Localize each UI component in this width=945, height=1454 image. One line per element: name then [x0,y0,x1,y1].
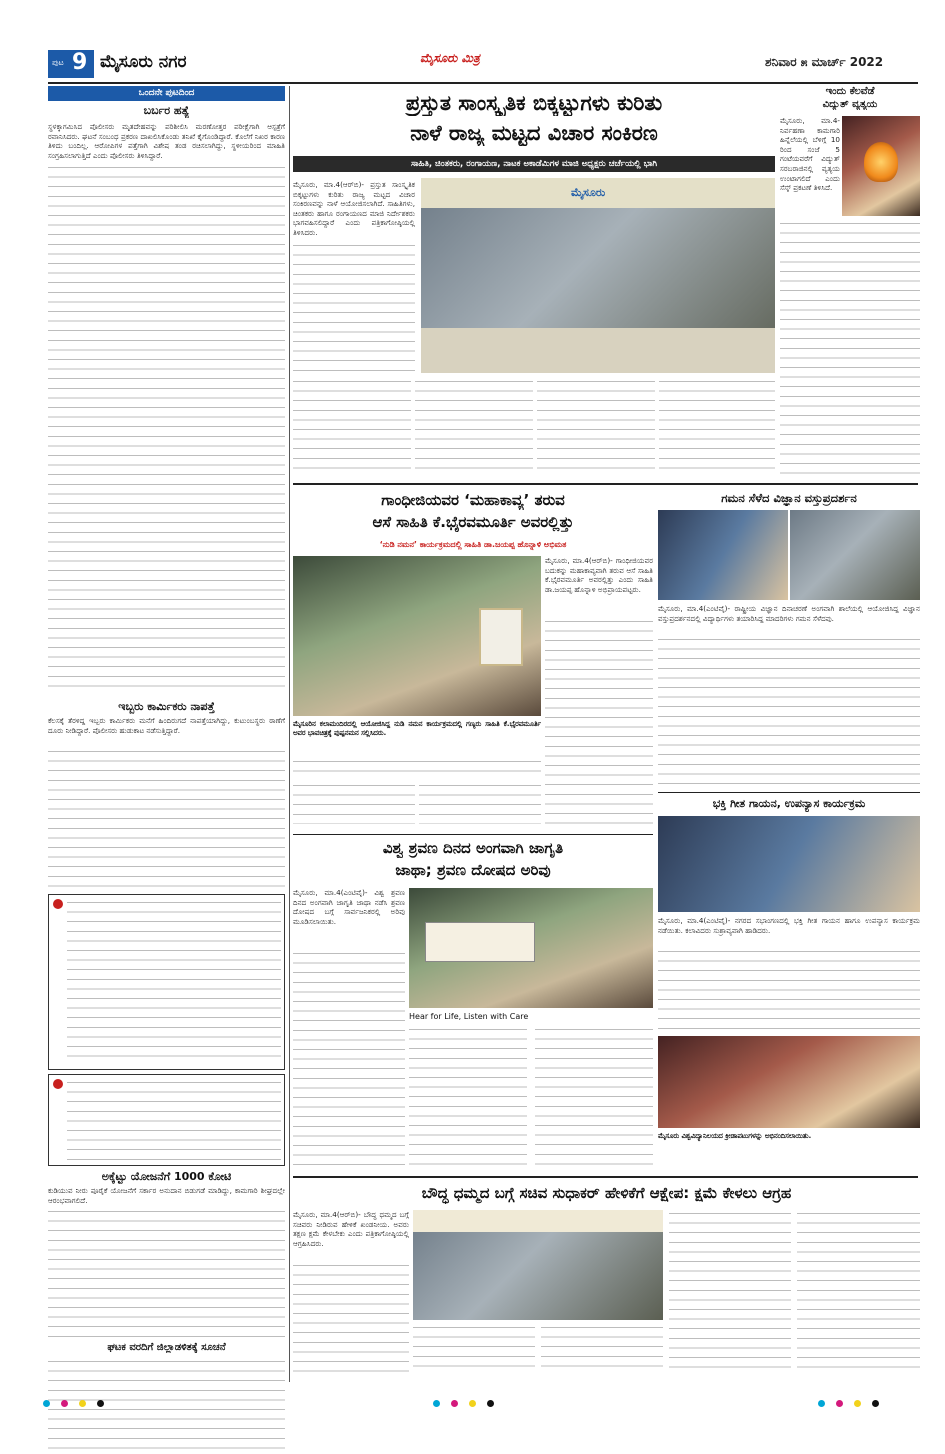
bhakti-body-continuation [658,948,920,1030]
lead-story [293,86,775,481]
brief-box-2 [48,1074,285,1166]
column-divider-left [289,86,290,1382]
gandhi-body-continuation [545,618,653,824]
story1-body: ಸ್ಥಳಕ್ಕಾಗಮಿಸಿದ ಪೊಲೀಸರು ಮೃತದೇಹವನ್ನು ಪರಿಶೀಲಿಸಿ ಮರಣೋತ್ತರ ಪರೀಕ್ಷೆಗಾಗಿ ಆಸ್ಪತ್ರೆಗೆ ರವಾನಿಸಿದರು. ಘಟನೆ ಸಂಬಂಧ ಪ್ರಕರಣ ದಾಖಲಿಸಿಕೊಂಡು ತನಿಖೆ ಕೈಗೊಂಡಿದ್ದಾರೆ. ಕೊಲೆಗೆ ನಿಖರ ಕಾರಣ ತಿಳಿದು ಬಂದಿಲ್ಲ. ಆರೋಪಿಗಳ ಪತ್ತೆಗಾಗಿ ವಿಶೇಷ ತಂಡ ರಚಿಸಲಾಗಿದ್ದು, ಸ್ಥಳೀಯರಿಂದ ಮಾಹಿತಿ ಸಂಗ್ರಹಿಸಲಾಗುತ್ತಿದೆ ಎಂದು ಪೊಲೀಸರು ತಿಳಿಸಿದ್ದಾರೆ. [48,122,285,160]
page-number: 9 [72,50,88,75]
science-photo-1 [658,510,788,600]
brief-text-2 [67,1079,281,1161]
gandhi-body: ಮೈಸೂರು, ಮಾ.4(ಆರ್‌ಬಿ)- ಗಾಂಧೀಜಿಯವರ ಬದುಕನ್ನು ಮಹಾಕಾವ್ಯವಾಗಿ ತರುವ ಆಸೆ ಸಾಹಿತಿ ಕೆ.ಭೈರವಮೂರ್ತಿ ಅವರಲ್ಲಿತ್ತು ಎಂದು ಸಾಹಿತಿ ಡಾ.ಜಯಪ್ಪ ಹೊನ್ನಾಳಿ ಅಭಿಪ್ರಾಯಪಟ್ಟರು. [545,556,653,594]
lead-subhead: ಸಾಹಿತಿ, ಚಿಂತಕರು, ರಂಗಾಯಣ, ನಾಟಕ ಅಕಾಡೆಮಿಗಳ ಮಾಜಿ ಅಧ್ಯಕ್ಷರು ಚರ್ಚೆಯಲ್ಲಿ ಭಾಗಿ [293,156,775,172]
science-story [658,488,920,788]
section-name: ಮೈಸೂರು ನಗರ [100,52,187,72]
bhakti-headline: ಭಕ್ತಿ ಗೀತ ಗಾಯನ, ಉಪನ್ಯಾಸ ಕಾರ್ಯಕ್ರಮ [712,797,866,810]
buddha-col-4 [669,1210,791,1374]
page-number-badge [48,50,94,78]
yellow-dot [469,1400,476,1407]
buddha-col-3 [541,1324,663,1374]
gandhi-photo [293,556,541,716]
power-cut-title-1: ಇಂದು ಕೆಲವೆಡೆ [825,86,875,97]
brief-text-1 [67,899,281,1065]
buddha-story [293,1180,920,1380]
buddha-photo [413,1210,663,1320]
hearing-rule [293,834,653,835]
buddha-body-continuation [293,1262,409,1374]
buddha-body: ಮೈಸೂರು, ಮಾ.4(ಆರ್‌ಬಿ)- ಬೌದ್ಧ ಧಮ್ಮದ ಬಗ್ಗೆ ಸಚಿವರು ನೀಡಿರುವ ಹೇಳಿಕೆ ಖಂಡನೀಯ. ಅವರು ತಕ್ಷಣ ಕ್ಷಮೆ ಕೇಳಬೇಕು ಎಂದು ಪತ್ರಿಕಾಗೋಷ್ಠಿಯಲ್ಲಿ ಆಗ್ರಹಿಸಿದರು. [293,1210,409,1248]
cyan-dot [818,1400,825,1407]
paper-logo: ಮೈಸೂರು ಮಿತ್ರ [420,51,480,65]
cyan-dot [43,1400,50,1407]
yellow-dot [854,1400,861,1407]
gandhi-portrait [479,608,523,666]
story3-body-continuation [48,1208,285,1338]
registration-marks-center [430,1392,550,1402]
gandhi-lower-col-2 [419,782,541,824]
science-photo-2 [790,510,920,600]
bhakti-rule [658,792,920,793]
hearing-headline-1: ವಿಶ್ವ ಶ್ರವಣ ದಿನದ ಅಂಗವಾಗಿ ಜಾಗೃತಿ [382,839,564,857]
bhakti-body: ಮೈಸೂರು, ಮಾ.4(ಎಂಟಿವೈ)- ನಗರದ ಸಭಾಂಗಣದಲ್ಲಿ ಭಕ್ತಿ ಗೀತ ಗಾಯನ ಹಾಗೂ ಉಪನ್ಯಾಸ ಕಾರ್ಯಕ್ರಮ ನಡೆಯಿತು. ಕಲಾವಿದರು ಸುಶ್ರಾವ್ಯವಾಗಿ ಹಾಡಿದರು. [658,916,920,935]
gandhi-story [293,488,653,828]
hearing-body: ಮೈಸೂರು, ಮಾ.4(ಎಂಟಿವೈ)- ವಿಶ್ವ ಶ್ರವಣ ದಿನದ ಅಂಗವಾಗಿ ಜಾಗೃತಿ ಜಾಥಾ ನಡೆಸಿ ಶ್ರವಣ ದೋಷದ ಬಗ್ಗೆ ಸಾರ್ವಜನಿಕರಲ್ಲಿ ಅರಿವು ಮೂಡಿಸಲಾಯಿತು. [293,888,405,926]
power-cut-continuation [780,220,920,476]
hearing-photo [409,888,653,1008]
continued-tag: ಒಂದನೇ ಪುಟದಿಂದ [48,86,285,101]
power-cut-title-2: ವಿದ್ಯುತ್ ವ್ಯತ್ಯಯ [822,99,878,110]
sports-photo [658,1036,920,1128]
section-rule-1 [293,483,918,485]
story4-title: ಘಟಕ ವರದಿಗೆ ಜಿಲ್ಲಾಡಳಿತಕ್ಕೆ ಸೂಚನೆ [107,1342,226,1353]
left-column [48,86,285,1386]
story3-body: ಕುಡಿಯುವ ನೀರು ಪೂರೈಕೆ ಯೋಜನೆಗೆ ಸರ್ಕಾರ ಅನುದಾನ ಬಿಡುಗಡೆ ಮಾಡಿದ್ದು, ಕಾಮಗಾರಿ ಶೀಘ್ರದಲ್ಲೇ ಆರಂಭವಾಗಲಿದೆ. [48,1186,285,1205]
gandhi-lower-col-1 [293,782,415,824]
bulb-photo [842,116,920,216]
lead-col-3 [537,378,655,476]
lead-photo-banner [421,178,775,208]
black-dot [872,1400,879,1407]
brief-bullet-2 [53,1079,63,1089]
section-rule-2 [293,1176,918,1178]
registration-marks-right [815,1392,925,1402]
hearing-body-continuation [293,950,405,1170]
story2-title: ಇಬ್ಬರು ಕಾರ್ಮಿಕರು ನಾಪತ್ತೆ [118,700,215,713]
lead-col-2 [415,378,533,476]
brief-bullet-1 [53,899,63,909]
masthead [30,46,918,82]
lead-banner-text: ಮೈಸೂರು [571,186,606,199]
buddha-col-2 [413,1324,535,1374]
story1-body-continuation [48,164,285,694]
science-body: ಮೈಸೂರು, ಮಾ.4(ಎಂಟಿವೈ)- ರಾಷ್ಟ್ರೀಯ ವಿಜ್ಞಾನ ದಿನಾಚರಣೆ ಅಂಗವಾಗಿ ಶಾಲೆಯಲ್ಲಿ ಆಯೋಜಿಸಿದ್ದ ವಿಜ್ಞಾನ ವಸ್ತುಪ್ರದರ್ಶನದಲ್ಲಿ ವಿದ್ಯಾರ್ಥಿಗಳು ತಯಾರಿಸಿದ್ದ ಮಾದರಿಗಳು ಗಮನ ಸೆಳೆದವು. [658,604,920,623]
gandhi-caption: ಮೈಸೂರಿನ ಕಲಾಮಂದಿರದಲ್ಲಿ ಆಯೋಜಿಸಿದ್ದ ನುಡಿ ನಮನ ಕಾರ್ಯಕ್ರಮದಲ್ಲಿ ಗಣ್ಯರು ಸಾಹಿತಿ ಕೆ.ಭೈರವಮೂರ್ತಿ ಅವರ ಭಾವಚಿತ್ರಕ್ಕೆ ಪುಷ್ಪನಮನ ಸಲ್ಲಿಸಿದರು. [293,720,541,737]
lead-col-1 [293,378,411,476]
lead-photo-table [421,328,775,373]
magenta-dot [451,1400,458,1407]
lead-intro: ಮೈಸೂರು, ಮಾ.4(ಆರ್‌ಬಿ)- ಪ್ರಸ್ತುತ ಸಾಂಸ್ಕೃತಿಕ ಬಿಕ್ಕಟ್ಟುಗಳು ಕುರಿತು ರಾಜ್ಯ ಮಟ್ಟದ ವಿಚಾರ ಸಂಕಿರಣವನ್ನು ನಾಳೆ ಆಯೋಜಿಸಲಾಗಿದೆ. ಸಾಹಿತಿಗಳು, ಚಿಂತಕರು ಹಾಗೂ ರಂಗಾಯಣದ ಮಾಜಿ ನಿರ್ದೇಶಕರು ಭಾಗವಹಿಸಲಿದ್ದಾರೆ ಎಂದು ಪತ್ರಿಕಾಗೋಷ್ಠಿಯಲ್ಲಿ ತಿಳಿಸಿದರು. [293,180,415,237]
lead-photo [421,178,775,373]
story2-body: ಕೆಲಸಕ್ಕೆ ತೆರಳಿದ್ದ ಇಬ್ಬರು ಕಾರ್ಮಿಕರು ಮನೆಗೆ ಹಿಂದಿರುಗದೆ ನಾಪತ್ತೆಯಾಗಿದ್ದು, ಕುಟುಂಬಸ್ಥರು ಠಾಣೆಗೆ ದೂರು ನೀಡಿದ್ದಾರೆ. ಪೊಲೀಸರು ಹುಡುಕಾಟ ನಡೆಸುತ್ತಿದ್ದಾರೆ. [48,716,285,735]
brief-box-1 [48,894,285,1070]
magenta-dot [836,1400,843,1407]
power-cut-story [780,86,920,481]
power-cut-body: ಮೈಸೂರು, ಮಾ.4- ನಿರ್ವಹಣಾ ಕಾಮಗಾರಿ ಹಿನ್ನೆಲೆಯಲ್ಲಿ ಬೆಳಿಗ್ಗೆ 10 ರಿಂದ ಸಂಜೆ 5 ಗಂಟೆಯವರೆಗೆ ವಿದ್ಯುತ್ ಸರಬರಾಜಿನಲ್ಲಿ ವ್ಯತ್ಯಯ ಉಂಟಾಗಲಿದೆ ಎಂದು ಸೆಸ್ಕ್ ಪ್ರಕಟಣೆ ತಿಳಿಸಿದೆ. [780,116,840,193]
lead-headline-2: ನಾಳೆ ರಾಜ್ಯ ಮಟ್ಟದ ವಿಚಾರ ಸಂಕಿರಣ [410,121,658,145]
bhakti-story [658,792,920,1174]
gandhi-headline-1: ಗಾಂಧೀಜಿಯವರ ‘ಮಹಾಕಾವ್ಯ’ ತರುವ [381,491,565,509]
lead-intro-continuation [293,242,415,372]
issue-date: ಶನಿವಾರ ೫ ಮಾರ್ಚ್ 2022 [765,55,884,69]
lead-headline-1: ಪ್ರಸ್ತುತ ಸಾಂಸ್ಕೃತಿಕ ಬಿಕ್ಕಟ್ಟುಗಳು ಕುರಿತು [405,91,663,115]
lead-col-4 [659,378,775,476]
hearing-col-2 [409,1026,527,1170]
sports-caption: ಮೈಸೂರು ವಿಶ್ವವಿದ್ಯಾನಿಲಯದ ಕ್ರೀಡಾಪಟುಗಳನ್ನು ಅಭಿನಂದಿಸಲಾಯಿತು. [658,1132,812,1140]
hearing-col-3 [535,1026,653,1170]
buddha-banner [413,1210,663,1232]
buddha-col-5 [797,1210,920,1374]
science-body-continuation [658,636,920,784]
science-headline: ಗಮನ ಸೆಳೆದ ವಿಜ್ಞಾನ ವಸ್ತುಪ್ರದರ್ಶನ [721,491,857,505]
story2-body-continuation [48,748,285,888]
registration-marks-left [40,1392,190,1402]
masthead-rule [48,82,918,84]
black-dot [487,1400,494,1407]
hearing-quote: Hear for Life, Listen with Care [409,1012,529,1021]
buddha-headline: ಬೌದ್ಧ ಧಮ್ಮದ ಬಗ್ಗೆ ಸಚಿವ ಸುಧಾಕರ್ ಹೇಳಿಕೆಗೆ ಆಕ್ಷೇಪ: ಕ್ಷಮೆ ಕೇಳಲು ಆಗ್ರಹ [421,1184,792,1202]
gandhi-subhead: ‘ನುಡಿ ನಮನ’ ಕಾರ್ಯಕ್ರಮದಲ್ಲಿ ಸಾಹಿತಿ ಡಾ.ಜಯಪ್ಪ ಹೊನ್ನಾಳಿ ಅಭಿಮತ [379,540,567,549]
story1-title: ಬರ್ಬರ ಹತ್ಯೆ [143,104,190,117]
page-label: ಪುಟ [52,58,64,67]
hearing-story [293,836,653,1174]
gandhi-caption-continuation [293,758,541,778]
bulb-icon [864,142,898,182]
story3-title: ಅಕ್ಕೆಟ್ಟು ಯೋಜನೆಗೆ 1000 ಕೋಟಿ [101,1170,232,1183]
hearing-headline-2: ಜಾಥಾ; ಶ್ರವಣ ದೋಷದ ಅರಿವು [395,861,551,879]
bhakti-photo [658,816,920,912]
cyan-dot [433,1400,440,1407]
gandhi-headline-2: ಆಸೆ ಸಾಹಿತಿ ಕೆ.ಭೈರವಮೂರ್ತಿ ಅವರಲ್ಲಿತ್ತು [372,513,574,531]
hearing-banner [425,922,535,962]
